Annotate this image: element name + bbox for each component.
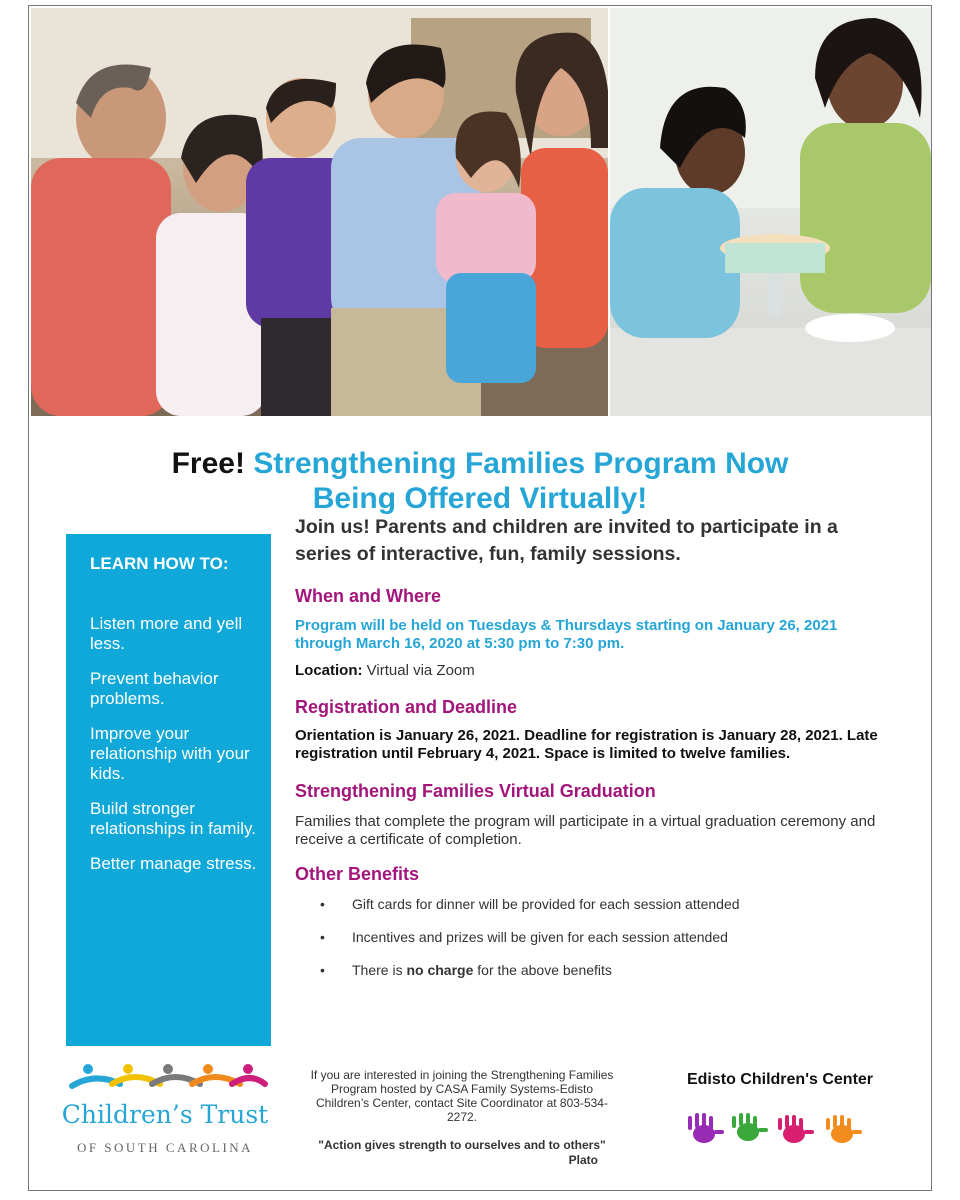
quote-text: "Action gives strength to ourselves and to others"	[318, 1138, 606, 1152]
headline-title-line2: Being Offered Virtually!	[312, 482, 648, 515]
learn-how-to-panel	[66, 534, 271, 1046]
people-chain-icon	[50, 1060, 280, 1096]
benefits-list	[320, 896, 880, 995]
logo-subtitle: OF SOUTH CAROLINA	[76, 1140, 254, 1155]
benefit-text-after: for the above benefits	[473, 962, 612, 978]
schedule-text: Program will be held on Tuesdays & Thursdays starting on January 26, 2021 through March 16, 2020 at 5:30 pm to 7:30 pm.	[295, 617, 838, 652]
quote-author: Plato	[568, 1153, 598, 1167]
registration-heading: Registration and Deadline	[295, 697, 518, 717]
logo-name: Children’s Trust	[61, 1100, 269, 1129]
flyer-headline	[120, 446, 840, 516]
childrens-trust-logo	[50, 1060, 280, 1160]
benefit-text: Incentives and prizes will be given for each session attended	[352, 929, 728, 945]
list-item	[320, 962, 880, 995]
graduation-heading: Strengthening Families Virtual Graduation	[295, 781, 656, 801]
learn-item: Listen more and yell less.	[90, 614, 243, 653]
learn-item: Build stronger relationships in family.	[90, 799, 256, 838]
when-where-heading: When and Where	[295, 586, 442, 606]
center-name: Edisto Children's Center	[686, 1071, 874, 1088]
learn-item: Prevent behavior problems.	[90, 669, 219, 708]
learn-heading: LEARN HOW TO:	[90, 554, 229, 573]
location-value: Virtual via Zoom	[366, 662, 475, 679]
bullet-dot: •	[320, 962, 325, 978]
list-item	[320, 896, 880, 929]
baking-photo	[610, 8, 931, 416]
location-label: Location:	[295, 662, 363, 679]
learn-item: Improve your relationship with your kids.	[90, 724, 250, 783]
learn-item: Better manage stress.	[90, 854, 257, 873]
benefit-text-bold: no charge	[406, 962, 474, 978]
free-label: Free!	[171, 447, 245, 480]
family-photo	[31, 8, 608, 416]
contact-text: If you are interested in joining the Strengthening Families Program hosted by CASA Family Systems-Edisto Children’s Center, contact Site Coordinator at 803-534-2272.	[310, 1068, 614, 1124]
bullet-dot: •	[320, 896, 325, 912]
benefit-text: Gift cards for dinner will be provided for each session attended	[352, 896, 740, 912]
bullet-dot: •	[320, 929, 325, 945]
list-item	[320, 929, 880, 962]
graduation-text: Families that complete the program will participate in a virtual graduation ceremony and receive a certificate of completion.	[295, 813, 876, 848]
benefit-text-before: There is	[352, 962, 407, 978]
headline-title-line1: Strengthening Families Program Now	[253, 447, 789, 480]
quote	[308, 1138, 616, 1168]
benefits-heading: Other Benefits	[295, 864, 420, 884]
location-line	[295, 662, 895, 680]
intro-text: Join us! Parents and children are invited to participate in a series of interactive, fun, family sessions.	[295, 516, 838, 565]
handprints-icon	[682, 1110, 874, 1150]
registration-text: Orientation is January 26, 2021. Deadline for registration is January 28, 2021. Late registration until February 4, 2021. Space is limited to twelve families.	[295, 727, 878, 762]
